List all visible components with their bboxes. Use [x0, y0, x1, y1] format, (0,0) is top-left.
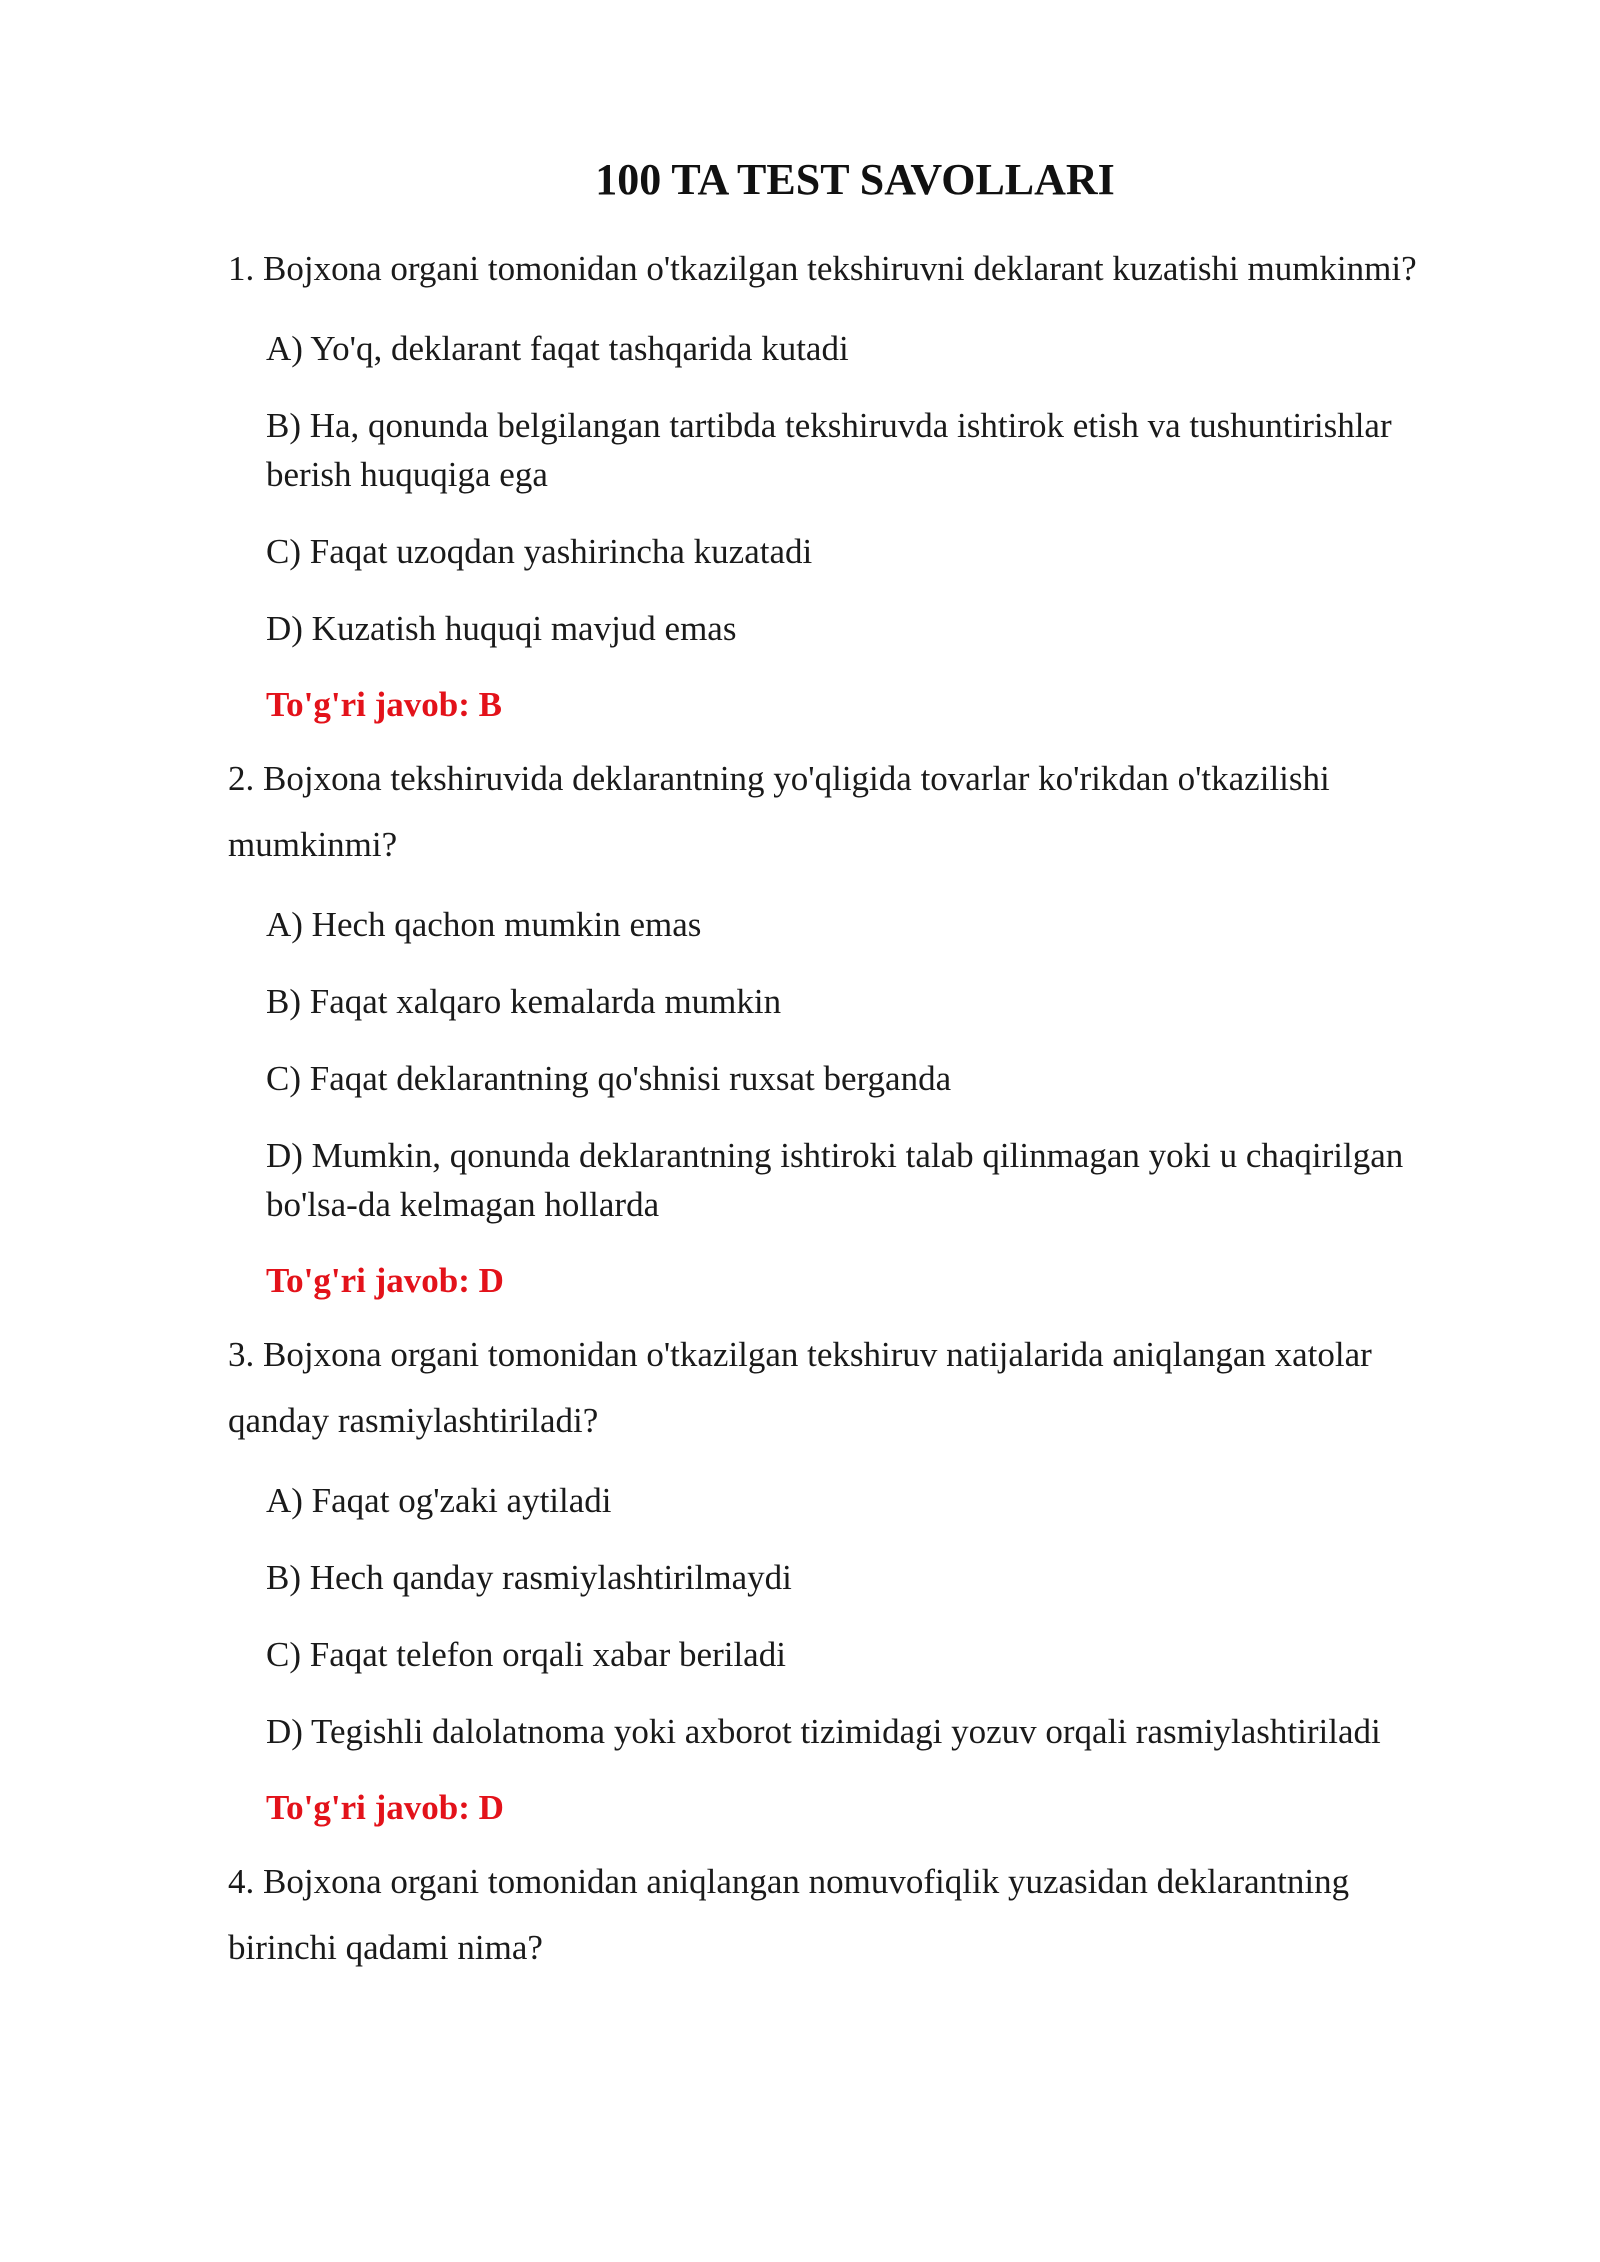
question-block	[228, 746, 1500, 1305]
question-block	[228, 1849, 1500, 1981]
option-a: A) Hech qachon mumkin emas	[266, 905, 702, 944]
questions-list	[228, 236, 1500, 1998]
option-d: D) Mumkin, qonunda deklarantning ishtiroki talab qilinmagan yoki u chaqirilgan bo'lsa-da kelmagan hollarda	[266, 1136, 1404, 1224]
option-d: D) Tegishli dalolatnoma yoki axborot tizimidagi yozuv orqali rasmiylashtiriladi	[266, 1712, 1381, 1751]
correct-answer: To'g'ri javob: B	[266, 685, 502, 724]
option-b: B) Ha, qonunda belgilangan tartibda tekshiruvda ishtirok etish va tushuntirishlar berish huquqiga ega	[266, 406, 1392, 494]
option-c: C) Faqat deklarantning qo'shnisi ruxsat berganda	[266, 1059, 952, 1098]
options-list	[228, 1476, 1500, 1756]
option-c: C) Faqat telefon orqali xabar beriladi	[266, 1635, 786, 1674]
options-list	[228, 900, 1500, 1229]
option-b: B) Hech qanday rasmiylashtirilmaydi	[266, 1558, 792, 1597]
correct-answer: To'g'ri javob: D	[266, 1261, 504, 1300]
option-a: A) Yo'q, deklarant faqat tashqarida kutadi	[266, 329, 849, 368]
document-title: 100 TA TEST SAVOLLARI	[595, 155, 1115, 204]
question-block	[228, 1322, 1500, 1832]
question-block	[228, 236, 1500, 729]
option-b: B) Faqat xalqaro kemalarda mumkin	[266, 982, 782, 1021]
question-text: 3. Bojxona organi tomonidan o'tkazilgan tekshiruv natijalarida aniqlangan xatolar qanday rasmiylashtiriladi?	[228, 1335, 1372, 1440]
question-text: 1. Bojxona organi tomonidan o'tkazilgan tekshiruvni deklarant kuzatishi mumkinmi?	[228, 249, 1417, 288]
question-text: 2. Bojxona tekshiruvida deklarantning yo'qligida tovarlar ko'rikdan o'tkazilishi mumkinmi?	[228, 759, 1330, 864]
option-d: D) Kuzatish huquqi mavjud emas	[266, 609, 737, 648]
question-text: 4. Bojxona organi tomonidan aniqlangan nomuvofiqlik yuzasidan deklarantning birinchi qadami nima?	[228, 1862, 1350, 1967]
correct-answer: To'g'ri javob: D	[266, 1788, 504, 1827]
option-c: C) Faqat uzoqdan yashirincha kuzatadi	[266, 532, 813, 571]
option-a: A) Faqat og'zaki aytiladi	[266, 1481, 612, 1520]
options-list	[228, 324, 1500, 653]
